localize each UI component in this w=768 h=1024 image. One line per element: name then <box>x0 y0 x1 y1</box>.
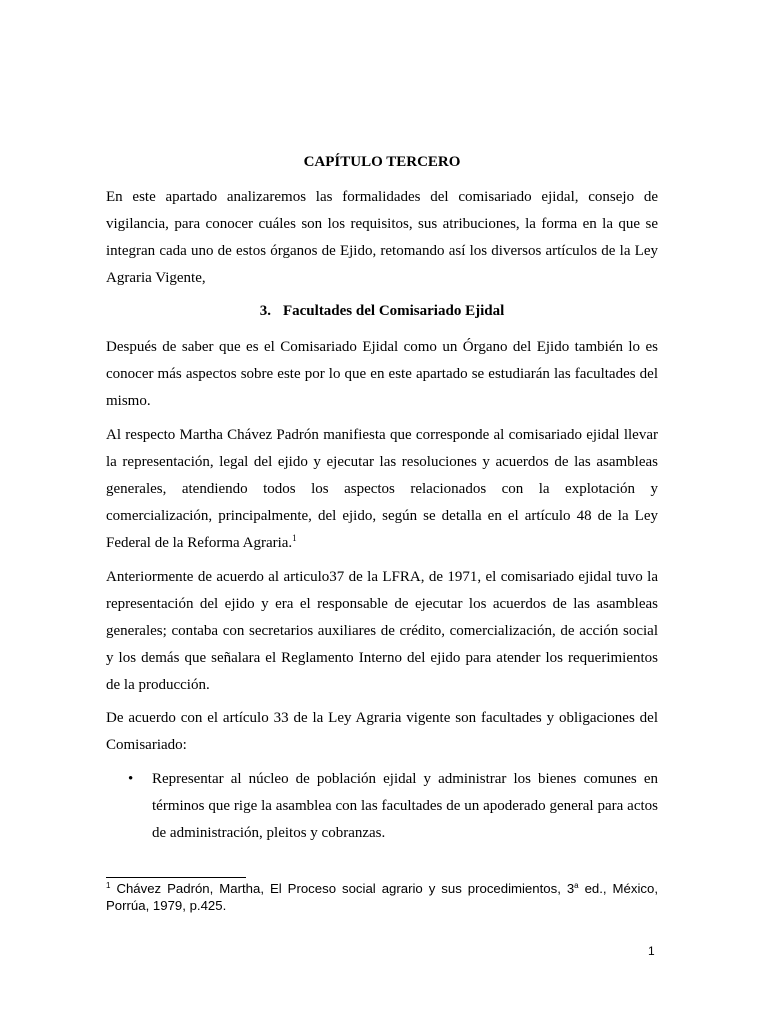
footnote <box>106 880 658 914</box>
bullet-item: Representar al núcleo de población ejidal y administrar los bienes comunes en términos que rige la asamblea con las facultades de un apoderado general para actos de administración, pleitos y cobranzas. <box>152 771 658 841</box>
section-number: 3. <box>259 303 271 319</box>
paragraph: De acuerdo con el artículo 33 de la Ley Agraria vigente son facultades y obligaciones del Comisariado: <box>106 710 658 753</box>
paragraph: Anteriormente de acuerdo al articulo37 de la LFRA, de 1971, el comisariado ejidal tuvo la representación del ejido y era el responsable de ejecutar los acuerdos de las asambleas generales; contaba con secretarios auxiliares de crédito, comercialización, de acción social y los demás que señalara el Reglamento Interno del ejido para atender los requerimientos de la producción. <box>106 569 658 693</box>
footnote-text-end: ed., México, Porrúa, 1979, p.425. <box>106 881 658 913</box>
paragraph-text: Al respecto Martha Chávez Padrón manifiesta que corresponde al comisariado ejidal llevar la representación, legal del ejido y ejecutar las resoluciones y acuerdos de las asambleas generales, atendiendo todos los aspectos relacionados con la explotación y comercialización, principalmente, del ejido, según se detalla en el artículo 48 de la Ley Federal de la Reforma Agraria. <box>106 427 658 551</box>
paragraph: Después de saber que es el Comisariado Ejidal como un Órgano del Ejido también lo es conocer más aspectos sobre este por lo que en este apartado se estudiarán las facultades del mismo. <box>106 339 658 409</box>
intro-paragraph: En este apartado analizaremos las formalidades del comisariado ejidal, consejo de vigilancia, para conocer cuáles son los requisitos, sus atribuciones, la forma en la que se integran cada uno de estos órganos de Ejido, retomando así los diversos artículos de la Ley Agraria Vigente, <box>106 189 658 286</box>
section-title: Facultades del Comisariado Ejidal <box>282 303 505 319</box>
footnote-separator <box>106 877 246 878</box>
footnote-marker: 1 <box>106 881 111 890</box>
chapter-title: CAPÍTULO TERCERO <box>303 154 461 170</box>
page-number: 1 <box>648 944 655 958</box>
paragraph-with-footnote <box>106 422 658 557</box>
footnote-ordinal: a <box>574 881 579 890</box>
section-heading <box>106 303 658 320</box>
bullet-icon: • <box>128 771 134 787</box>
footnote-text: Chávez Padrón, Martha, El Proceso social agrario y sus procedimientos, 3 <box>116 881 575 896</box>
footnote-reference[interactable]: 1 <box>292 533 297 543</box>
